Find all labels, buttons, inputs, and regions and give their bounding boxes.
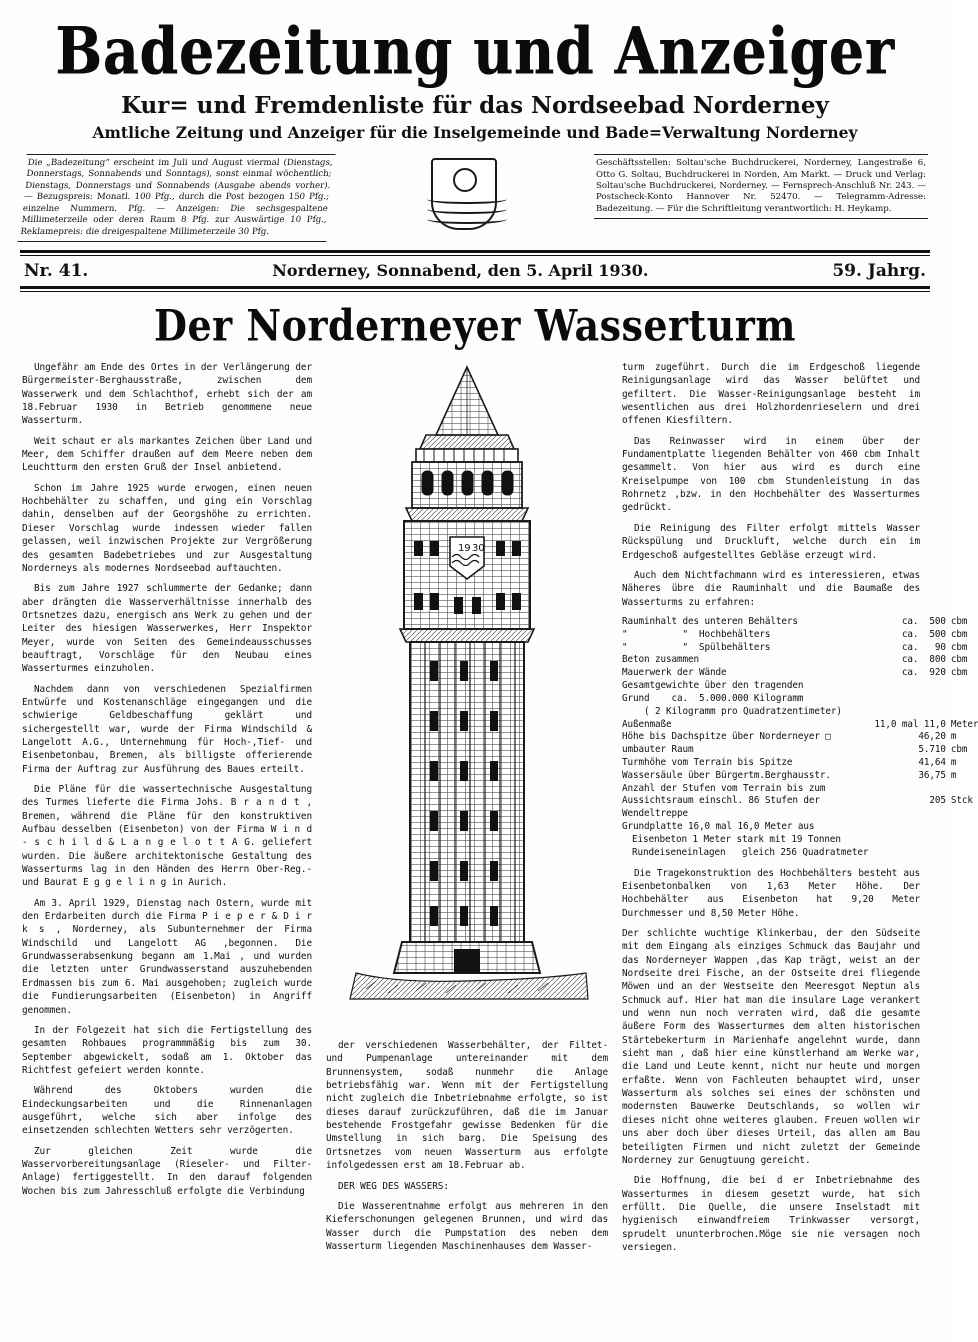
spec-value — [868, 834, 945, 847]
paragraph: Bis zum Jahre 1927 schlummerte der Gedanke; dann aber drängten die Wasserverhältnisse innerhalb des Ortsnetzes dazu, energisch ans Werk zu gehen und der Leiter des hiesigen Wasserwerkes, Herr Inspektor Meyer, wurde von Seiten des Gemeindeausschusses beauftragt, Vorschläge für den Neubau eines Wasserturmes einzuholen. — [22, 583, 312, 675]
paragraph: Die Pläne für die wassertechnische Ausgestaltung des Turmes lieferte die Firma Johs. B r a n d t , Bremen, während die Pläne für den konstruktiven Aufbau desselben (Eisenbeton) von der Firma W i n d - s c h i l d & L a n g e l o t t A G. geliefert wurden. Die äußere architektonische Gestaltung des Wasserturms lag in den Händen des Herrn Ober-Reg.- und Baurat E g g e l i n g in Aurich. — [22, 784, 312, 889]
article-columns — [0, 355, 978, 1261]
spec-row — [622, 642, 978, 655]
spec-row — [622, 680, 978, 693]
paper-title: Badezeitung und Anzeiger — [55, 12, 895, 89]
issue-date: Norderney, Sonnabend, den 5. April 1930. — [272, 261, 649, 281]
imprint-right: Geschäftsstellen: Soltau'sche Buchdruckerei, Norderney, Langestraße 6, Otto G. Soltau, Buchdruckerei in Norden, Am Markt. — Druck und Verlag: Soltau'sche Buchdruckerei, Norderney. — Fernsprech-Anschluß Nr. 243. — Postscheck-Konto Hannover Nr. 52470. — Telegramm-Adresse: Badezeitung. — Für die Schriftleitung verantwortlich: H. Heykamp. — [594, 154, 928, 219]
spec-unit — [946, 680, 978, 693]
spec-value: ca. 90 — [901, 641, 946, 653]
column-middle — [326, 361, 608, 1260]
spec-value: 36,75 — [918, 769, 946, 781]
water-tower-illustration — [326, 361, 608, 1033]
spec-unit: m — [950, 769, 957, 781]
spec-row — [622, 706, 978, 719]
paragraph: Auch dem Nichtfachmann wird es interessieren, etwas Näheres übre die Rauminhalt und die Baumaße des Wasserturms zu erfahren: — [622, 569, 920, 608]
spec-value — [868, 821, 945, 834]
spec-label: Grund ca. 5.000.000 Kilogramm — [622, 692, 804, 704]
issue-number: Nr. 41. — [24, 261, 89, 282]
paragraph: Während des Oktobers wurden die Eindeckungsarbeiten und die Rinnenanlagen ausgeführt, welche sich aber infolge des einsetzenden schlechten Wetters sehr verzögerten. — [22, 1085, 312, 1137]
paragraph: Der schlichte wuchtige Klinkerbau, der den Südseite mit dem Eingang als einziges Schmuck das Baujahr und das Norderneyer Wappen ,das Kap trägt, weist an der Nordseite drei Fische, an der Ostseite drei fliegende Möwen und an der Westseite den Meeresgot Neptun als Schmuck auf. Hier hat man die insulare Lage verankert und wenn nun noch verraten wird, daß die gesamte äußere Form des Wasserturmes dem alten historischen Stärtebekerturm in Marienhafe angelehnt wurde, dann sieht man , daß hier eine künstlerhand am Werke war, die Land und Leute kennt, nicht nur heute und morgen erfaßte. Wenn von Fachleuten behauptet wird, unser Wasserturm als solches sei eines der schönsten und modernsten Bauwerke Deutschlands, so wollen wir dieses nicht ohne weiteres glauben. Freuen wollen wir uns aber doch über dieses Urteil, das allen am Bau beteiligten Firmen und nicht zuletzt der Gemeinde Norderney zur Genugtuung gereicht. — [622, 928, 920, 1166]
paragraph: Am 3. April 1929, Dienstag nach Ostern, wurde mit den Erdarbeiten durch die Firma P i e p e r & D i r k s , Norderney, als Subunternehmer der Firma Windschild und Langelott AG ,begonnen. Die Grundwasserabsenkung begann am 1.Mai , und wurden die letzten unter Grundwasserstand auszuhebenden Erdmassen bis zum 6. Mai ausgehoben; zugleich wurde die Fundierungsarbeiten (Eisenbeton) in Angriff genommen. — [22, 897, 312, 1016]
paragraph: Das Reinwasser wird in einem über der Fundamentplatte liegenden Behälter von 460 cbm Inhalt gesammelt. Von hier aus wird es durch eine Kreiselpumpe von 100 cbm Stundenleistung in das Rohrnetz ,bzw. in den Hochbehälter des Wasserturmes gedrückt. — [622, 435, 920, 514]
spec-row — [622, 795, 978, 808]
spec-unit: cbm — [950, 654, 968, 666]
spec-value: 41,64 — [918, 757, 946, 768]
paragraph: Schon im Jahre 1925 wurde erwogen, einen neuen Hochbehälter zu schaffen, und ging ein Vorschlag dahin, denselben auf der Georgshöhe zu errichten. Dieser Vorschlag wurde indessen wieder fallen gelassen, weil inzwischen Projekte zur Vergrößerung des gesamten Badebetriebes und zur Ausgestaltung Norderneys als modernes Nordseebad auftauchten. — [22, 482, 312, 574]
paragraph: turm zugeführt. Durch die im Erdgeschoß liegende Reinigungsanlage wird das Wasser belüftet und gefiltert. Die Wasser-Reinigungsanlage besteht im wesentlichen aus drei Holzhordenrieselern und drei offenen Kiesfiltern. — [622, 362, 920, 427]
spec-unit: Stck — [950, 795, 973, 807]
spec-label: Turmhöhe vom Terrain bis Spitze — [622, 757, 793, 768]
spec-label: Rauminhalt des unteren Behälters — [622, 615, 798, 627]
paragraph: Die Tragekonstruktion des Hochbehälters besteht aus Eisenbetonbalken von 1,63 Meter Höhe. Der Hochbehälter aus Eisenbeton hat 9,20 Meter Durchmesser und 8,50 Meter Höhe. — [622, 867, 920, 919]
spec-row — [622, 719, 978, 732]
spec-row — [622, 783, 978, 796]
spec-row — [622, 757, 978, 770]
spec-label: " " Hochbehälters — [622, 628, 771, 640]
paragraph: Weit schaut er als markantes Zeichen über Land und Meer, dem Schiffer draußen auf dem Meere neben dem Leuchtturm den ersten Gruß der Insel anbietend. — [22, 435, 312, 474]
issue-divider-thick — [20, 286, 930, 289]
spec-unit: Meter — [950, 718, 978, 730]
spec-unit: cbm — [950, 744, 968, 756]
spec-row — [622, 821, 978, 834]
spec-unit — [946, 783, 978, 796]
spec-value: 46,20 — [918, 731, 946, 743]
spec-label: Aussichtsraum einschl. 86 Stufen der — [622, 795, 820, 807]
spec-label: Mauerwerk der Wände — [622, 667, 727, 679]
spec-row — [622, 731, 978, 744]
issue-line — [0, 256, 950, 286]
spec-value: 5.710 — [918, 744, 946, 756]
spec-value: ca. 500 — [901, 615, 946, 627]
spec-value: ca. 800 — [901, 654, 946, 666]
spec-unit: cbm — [950, 628, 968, 640]
spec-unit — [946, 693, 978, 706]
spec-label: Beton zusammen — [622, 654, 699, 666]
paragraph: Nachdem dann von verschiedenen Spezialfirmen Entwürfe und Kostenanschläge eingegangen und die schwierige Geldbeschaffung geklärt und sichergestellt war, wurde der Firma Windschild & Langelott A.G., Unternehmung für Hoch-,Tief- und Eisenbetonbau, Bremen, als billigste offerierende Firma der Auftrag zur Ausführung des Baues erteilt. — [22, 683, 312, 775]
spec-label: Außenmaße — [622, 718, 672, 730]
spec-row — [622, 667, 978, 680]
spec-value — [868, 783, 945, 796]
spec-unit: cbm — [950, 641, 968, 653]
spec-label: ( 2 Kilogramm pro Quadratzentimeter) — [644, 705, 842, 717]
spec-row — [622, 693, 978, 706]
spec-label: Eisenbeton 1 Meter stark mit 19 Tonnen — [632, 833, 841, 845]
issue-year: 59. Jahrg. — [832, 261, 926, 282]
spec-value: ca. 500 — [901, 628, 946, 640]
spec-value: 205 — [929, 795, 946, 807]
year-left: 19 — [458, 543, 471, 555]
spec-unit: m — [950, 731, 957, 743]
spec-label: Gesamtgewichte über den tragenden — [622, 680, 804, 692]
spec-label: Rundeiseneinlagen gleich 256 Quadratmeter — [632, 846, 869, 858]
issue-divider-thin — [20, 291, 930, 292]
spec-unit: cbm — [950, 667, 968, 679]
spec-label: Höhe bis Dachspitze über Norderneyer □ — [622, 731, 831, 743]
spec-row — [622, 654, 978, 667]
spec-row — [622, 847, 978, 860]
imprint-row — [0, 150, 950, 242]
spec-value: 11,0 mal 11,0 — [874, 718, 946, 730]
spec-label: umbauter Raum — [622, 744, 694, 756]
spec-value — [868, 706, 945, 719]
column-left — [22, 361, 312, 1205]
paper-subtitle-2: Amtliche Zeitung und Anzeiger für die Inselgemeinde und Bade=Verwaltung Norderney — [92, 123, 858, 143]
spec-value: ca. 920 — [901, 667, 946, 679]
spec-row — [622, 834, 978, 847]
spec-value — [868, 847, 945, 860]
spec-value — [868, 693, 945, 706]
year-right: 30 — [472, 543, 485, 555]
paragraph: In der Folgezeit hat sich die Fertigstellung des gesamten Rohbaues programmmäßig bis zum 30. September abgewickelt, sodaß am 1. Oktober das Richtfest gefeiert werden konnte. — [22, 1024, 312, 1076]
section-heading-weg-des-wassers: DER WEG DES WASSERS: — [338, 1181, 449, 1193]
spec-unit: m — [950, 757, 957, 768]
spec-unit — [946, 847, 978, 860]
paragraph: Die Wasserentnahme erfolgt aus mehreren in den Kieferschonungen gelegenen Brunnen, und wird das Wasser durch die Pumpstation des neben dem Wasserturm liegenden Maschinenhauses dem Wasser- — [326, 1200, 608, 1252]
paragraph: Zur gleichen Zeit wurde die Wasservorbereitungsanlage (Rieseler- und Filter-Anlage) fertiggestellt. In den darauf folgenden Wochen bis zum Jahresschluß erfolgte die Verbindung — [22, 1145, 312, 1197]
spec-value — [868, 808, 945, 821]
spec-label: " " Spülbehälters — [622, 641, 771, 653]
spec-label: Wendeltreppe — [622, 808, 688, 820]
paragraph: der verschiedenen Wasserbehälter, der Filtet- und Pumpenanlage untereinander mit dem Brunnensystem, sodaß nunmehr die Anlage betriebsfähig war. Wenn mit der Fertigstellung nicht zugleich die Inbetriebnahme erfolgte, so ist dieses darauf zurückzuführen, daß die im Januar bestehende Frostgefahr gewisse Bedenken für die Umstellung in sich barg. Die Speisung des Ortsnetzes vom neuen Wasserturm aus erfolgte infolgedessen erst am 18.Februar ab. — [326, 1040, 608, 1172]
norderney-crest-icon — [415, 156, 511, 230]
paragraph: Ungefähr am Ende des Ortes in der Verlängerung der Bürgermeister-Berghausstraße, zwischen dem Wasserwerk und dem Schlachthof, erhebt sich der am 18.Februar 1930 in Betrieb genommene neue Wasserturm. — [22, 362, 312, 427]
column-right — [622, 361, 978, 1261]
paper-subtitle-1: Kur= und Fremdenliste für das Nordseebad Norderney — [121, 92, 829, 120]
spec-value — [868, 680, 945, 693]
masthead — [0, 0, 950, 142]
spec-row — [622, 770, 978, 783]
spec-unit — [946, 706, 978, 719]
paragraph: Die Hoffnung, die bei d er Inbetriebnahme des Wasserturmes in diesem gesetzt wurde, hat sich erfüllt. Die Quelle, die unsere Inselstadt mit hygienisch einwandfreiem Trinkwasser versorgt, sprudelt ununterbrochen.Möge sie nie versagen noch versiegen. — [622, 1175, 920, 1253]
spec-row — [622, 616, 978, 629]
specification-table — [622, 616, 978, 860]
masthead-divider-thick — [20, 250, 930, 253]
spec-row — [622, 629, 978, 642]
spec-unit — [946, 821, 978, 834]
spec-unit — [946, 808, 978, 821]
article-headline: Der Norderneyer Wasserturm — [154, 300, 796, 351]
spec-unit: cbm — [950, 615, 968, 627]
spec-row — [622, 744, 978, 757]
spec-label: Wassersäule über Bürgertm.Berghausstr. — [622, 769, 831, 781]
paragraph: Die Reinigung des Filter erfolgt mittels Wasser Rückspülung und Druckluft, welche durch ein im Erdgeschoß aufgestelltes Gebläse erzeugt wird. — [622, 522, 920, 561]
imprint-left: Die „Badezeitung“ erscheint im Juli und August viermal (Dienstags, Donnerstags, Sonnabends und Sonntags), sonst einmal wöchentlich; Dienstags, Donnerstags und Sonnabends (Ausgabe abends vorher). — Bezugspreis: Monatl. 100 Pfg., durch die Post bezogen 150 Pfg.; einzelne Nummern. Pfg. — Anzeigen: Die sechsgespaltene Millimeterzeile oder deren Raum 8 Pfg. zur Auswärtige 10 Pfg., Reklamepreis: die dreigespaltene Millimeterzeile 30 Pfg. — [17, 154, 335, 242]
spec-label: Grundplatte 16,0 mal 16,0 Meter aus — [622, 821, 815, 833]
spec-row — [622, 808, 978, 821]
spec-label: Anzahl der Stufen vom Terrain bis zum — [622, 782, 826, 794]
spec-unit — [946, 834, 978, 847]
